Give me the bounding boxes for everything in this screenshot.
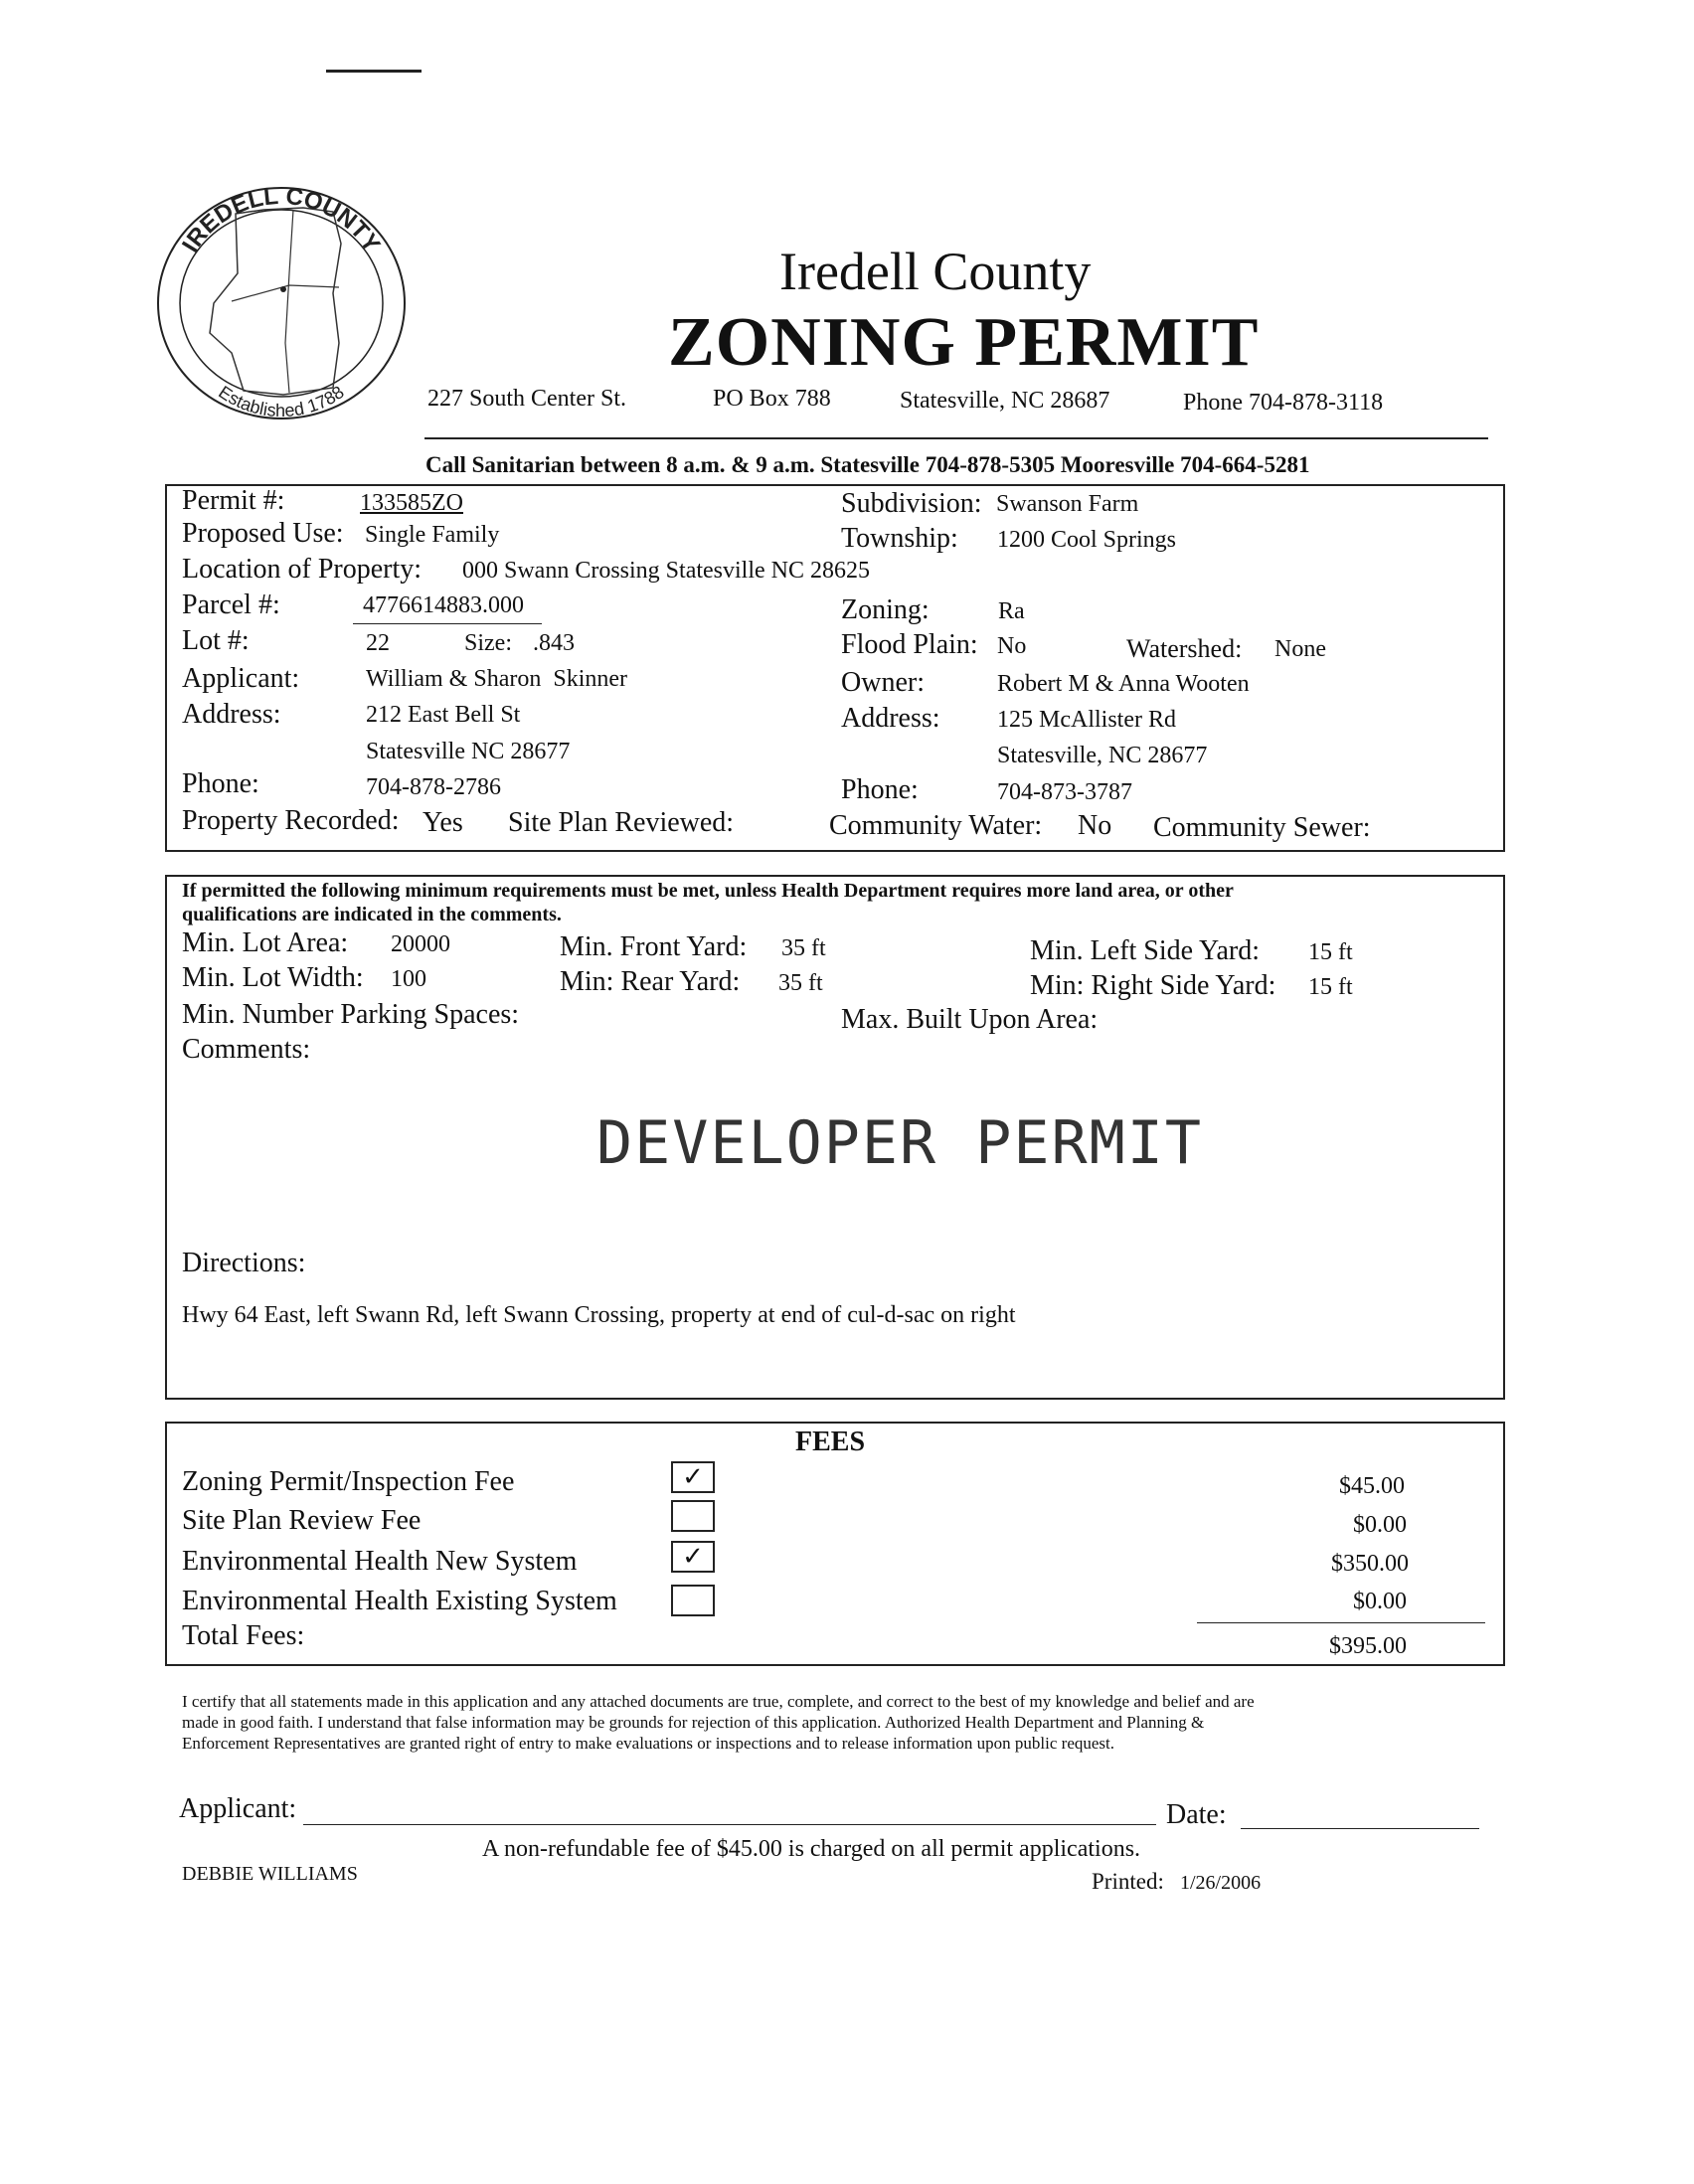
owner-label: Owner: [841, 667, 925, 698]
county-seal-icon [154, 184, 413, 427]
township-label: Township: [841, 523, 958, 554]
flood-plain-label: Flood Plain: [841, 629, 978, 660]
directions-label: Directions: [182, 1248, 306, 1278]
subdivision-label: Subdivision: [841, 488, 982, 519]
seal-bottom-text: Established 1788 [215, 382, 348, 421]
office-city: Statesville, NC 28687 [900, 388, 1110, 414]
fee-checkbox-site-plan[interactable] [671, 1500, 715, 1532]
document-title: ZONING PERMIT [668, 304, 1260, 381]
watershed-label: Watershed: [1126, 634, 1243, 663]
total-fees-amount: $395.00 [1329, 1633, 1407, 1659]
certification-line1: I certify that all statements made in this application and any attached documents are true, complete, and correct to the best of my knowledge and belief and are [182, 1692, 1255, 1711]
applicant-address-label: Address: [182, 699, 281, 730]
county-name: Iredell County [779, 242, 1092, 301]
min-lot-area-value: 20000 [391, 931, 450, 957]
applicant-phone-value: 704-878-2786 [366, 774, 501, 800]
community-water-label: Community Water: [829, 810, 1043, 841]
header-rule [424, 437, 1488, 439]
min-lot-width-label: Min. Lot Width: [182, 962, 364, 993]
fee-amount-env-new: $350.00 [1331, 1551, 1409, 1577]
office-street: 227 South Center St. [427, 386, 627, 412]
owner-value: Robert M & Anna Wooten [997, 671, 1250, 697]
applicant-value: William & Sharon Skinner [366, 666, 628, 692]
watershed-value: None [1274, 636, 1326, 662]
min-right-side-value: 15 ft [1308, 974, 1353, 1000]
developer-permit-stamp: DEVELOPER PERMIT [596, 1108, 1203, 1178]
applicant-address-line2: Statesville NC 28677 [366, 739, 571, 764]
max-built-area-label: Max. Built Upon Area: [841, 1004, 1099, 1035]
fee-checkbox-zoning[interactable]: ✓ [671, 1461, 715, 1493]
fee-label-env-existing: Environmental Health Existing System [182, 1586, 617, 1616]
community-water-value: No [1078, 810, 1112, 841]
fee-label-site-plan: Site Plan Review Fee [182, 1505, 422, 1536]
lot-size-value: .843 [533, 630, 575, 656]
lot-number-value: 22 [366, 630, 390, 656]
min-left-side-value: 15 ft [1308, 939, 1353, 965]
zoning-label: Zoning: [841, 594, 930, 625]
flood-plain-value: No [997, 633, 1027, 659]
parcel-label: Parcel #: [182, 589, 280, 620]
location-value: 000 Swann Crossing Statesville NC 28625 [462, 558, 871, 584]
township-value: 1200 Cool Springs [997, 527, 1177, 553]
office-phone: Phone 704-878-3118 [1183, 390, 1384, 416]
comments-label: Comments: [182, 1034, 311, 1065]
min-front-yard-value: 35 ft [781, 935, 826, 961]
requirements-note-line2: qualifications are indicated in the comments. [182, 904, 562, 925]
community-sewer-label: Community Sewer: [1153, 812, 1371, 843]
fee-label-zoning: Zoning Permit/Inspection Fee [182, 1466, 515, 1497]
min-front-yard-label: Min. Front Yard: [560, 931, 748, 962]
min-parking-label: Min. Number Parking Spaces: [182, 999, 520, 1030]
owner-address-line2: Statesville, NC 28677 [997, 743, 1208, 768]
min-rear-yard-label: Min: Rear Yard: [560, 966, 741, 997]
owner-address-line1: 125 McAllister Rd [997, 707, 1176, 733]
fee-checkbox-env-existing[interactable] [671, 1585, 715, 1616]
requirements-note-line1: If permitted the following minimum requirements must be met, unless Health Department requires more land area, or other [182, 880, 1234, 902]
svg-text:Established 1788 [215, 382, 347, 420]
svg-text:IREDELL COUNTY [177, 184, 385, 257]
seal-top-text: IREDELL COUNTY [177, 184, 386, 257]
lot-size-label: Size: [464, 630, 512, 656]
min-lot-area-label: Min. Lot Area: [182, 927, 349, 958]
fee-amount-site-plan: $0.00 [1353, 1512, 1407, 1538]
fee-checkbox-env-new[interactable]: ✓ [671, 1541, 715, 1573]
min-rear-yard-value: 35 ft [778, 970, 823, 996]
subdivision-value: Swanson Farm [996, 491, 1139, 517]
parcel-underline [353, 623, 542, 624]
owner-address-label: Address: [841, 703, 940, 734]
date-label: Date: [1166, 1799, 1227, 1830]
scan-mark [326, 70, 422, 73]
property-recorded-label: Property Recorded: [182, 805, 400, 836]
owner-phone-value: 704-873-3787 [997, 779, 1132, 805]
fee-label-env-new: Environmental Health New System [182, 1546, 578, 1577]
applicant-address-line1: 212 East Bell St [366, 702, 521, 728]
site-plan-label: Site Plan Reviewed: [508, 807, 735, 838]
owner-phone-label: Phone: [841, 774, 919, 805]
zoning-value: Ra [998, 598, 1025, 624]
fees-title: FEES [795, 1427, 866, 1457]
printed-date: 1/26/2006 [1180, 1872, 1262, 1894]
fee-amount-zoning: $45.00 [1339, 1473, 1405, 1499]
min-lot-width-value: 100 [391, 966, 426, 992]
sanitarian-note: Call Sanitarian between 8 a.m. & 9 a.m. Statesville 704-878-5305 Mooresville 704-664-5281 [425, 452, 1310, 477]
applicant-signature-line[interactable] [303, 1824, 1156, 1825]
proposed-use-label: Proposed Use: [182, 518, 344, 549]
property-recorded-value: Yes [423, 807, 463, 838]
date-line[interactable] [1241, 1828, 1479, 1829]
certification-line3: Enforcement Representatives are granted right of entry to make evaluations or inspections and to release information upon public request. [182, 1734, 1114, 1753]
parcel-value: 4776614883.000 [363, 592, 524, 618]
applicant-signature-label: Applicant: [179, 1793, 297, 1824]
applicant-label: Applicant: [182, 663, 300, 694]
min-left-side-label: Min. Left Side Yard: [1030, 935, 1260, 966]
permit-number-value: 133585ZO [360, 490, 463, 516]
fee-amount-env-existing: $0.00 [1353, 1589, 1407, 1614]
location-label: Location of Property: [182, 554, 423, 585]
fee-total-rule [1197, 1622, 1485, 1623]
permit-number-label: Permit #: [182, 485, 285, 516]
non-refundable-fee-note: A non-refundable fee of $45.00 is charged on all permit applications. [482, 1836, 1141, 1862]
printed-label: Printed: [1092, 1869, 1164, 1894]
clerk-name: DEBBIE WILLIAMS [182, 1863, 358, 1885]
proposed-use-value: Single Family [365, 522, 500, 548]
directions-value: Hwy 64 East, left Swann Rd, left Swann Crossing, property at end of cul-d-sac on right [182, 1302, 1016, 1328]
total-fees-label: Total Fees: [182, 1620, 305, 1651]
certification-line2: made in good faith. I understand that false information may be grounds for rejection of this application. Authorized Health Department and Planning & [182, 1713, 1205, 1732]
min-right-side-label: Min: Right Side Yard: [1030, 970, 1276, 1001]
lot-number-label: Lot #: [182, 625, 250, 656]
office-po-box: PO Box 788 [713, 386, 831, 412]
applicant-phone-label: Phone: [182, 768, 259, 799]
